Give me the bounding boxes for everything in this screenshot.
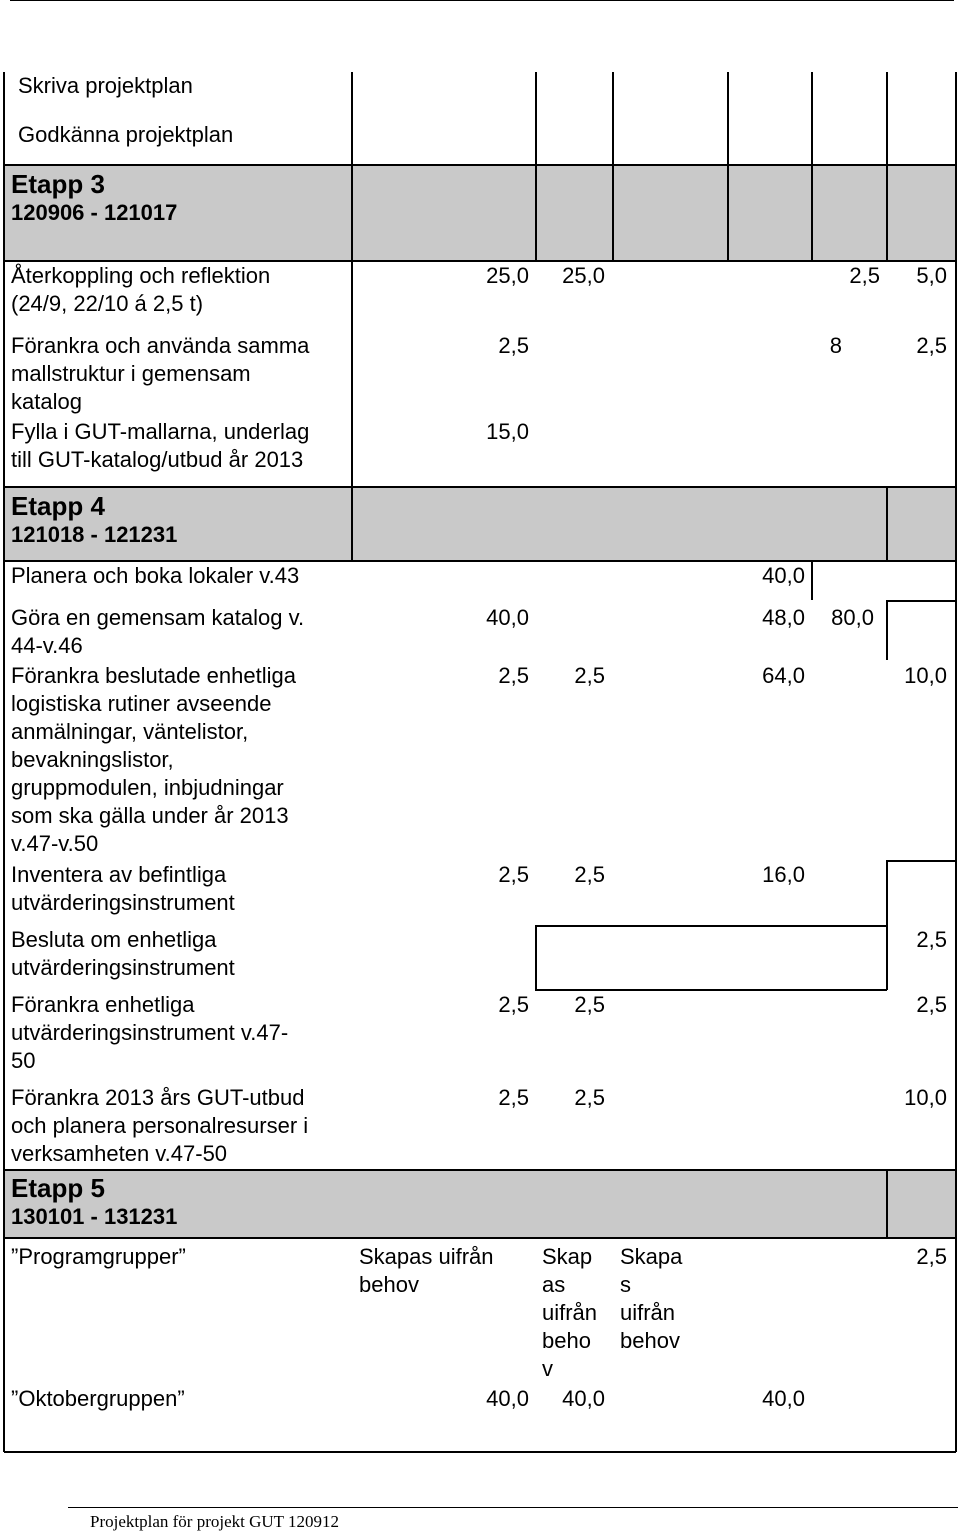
task-label: utvärderingsinstrument v.47-: [11, 1020, 289, 1045]
task-label: Återkoppling och reflektion: [11, 263, 271, 288]
grid-col-divider: [535, 925, 537, 990]
hours-value: 2,5: [498, 333, 529, 358]
grid-row-divider: [886, 600, 956, 602]
hours-value: 2,5: [498, 992, 529, 1017]
group-cell-text: behov: [620, 1328, 680, 1353]
stage-dates: 120906 - 121017: [11, 200, 178, 225]
hours-value: 2,5: [916, 927, 947, 952]
grid-col-divider: [886, 600, 888, 660]
task-label: 50: [11, 1048, 36, 1073]
group-cell-text: Skapas uifrån: [359, 1244, 494, 1269]
group-cell-text: behov: [359, 1272, 419, 1297]
task-label: Förankra 2013 års GUT-utbud: [11, 1085, 305, 1110]
grid-row-divider: [4, 164, 956, 166]
grid-left-border: [3, 72, 5, 1452]
hours-value: 40,0: [486, 605, 529, 630]
group-cell-text: Skapa: [620, 1244, 683, 1269]
group-cell-text: beho: [542, 1328, 591, 1353]
task-label: Förankra enhetliga: [11, 992, 195, 1017]
stage-dates: 121018 - 121231: [11, 522, 178, 547]
group-cell-text: v: [542, 1356, 553, 1381]
hours-value: 2,5: [574, 992, 605, 1017]
task-label: mallstruktur i gemensam: [11, 361, 251, 386]
hours-value: 40,0: [762, 563, 805, 588]
task-label: Förankra och använda samma: [11, 333, 310, 358]
hours-value: 16,0: [762, 862, 805, 887]
grid-right-border: [955, 72, 957, 1452]
task-label: Fylla i GUT-mallarna, underlag: [11, 419, 310, 444]
grid-col-divider: [886, 487, 888, 560]
hours-value: 2,5: [574, 1085, 605, 1110]
task-label: Skriva projektplan: [18, 73, 193, 98]
task-label: Besluta om enhetliga: [11, 927, 217, 952]
footer-rule: [68, 1507, 958, 1508]
stage-title: Etapp 4: [11, 491, 105, 521]
grid-row-divider: [4, 1169, 956, 1171]
task-label: Inventera av befintliga: [11, 862, 227, 887]
hours-value: 2,5: [498, 663, 529, 688]
group-cell-text: uifrån: [620, 1300, 676, 1325]
hours-value: 2,5: [574, 862, 605, 887]
grid-row-divider: [535, 925, 887, 927]
group-cell-text: s: [620, 1272, 631, 1297]
hours-value: 5,0: [916, 263, 947, 288]
group-label: ”Programgrupper”: [11, 1244, 186, 1269]
group-cell-text: uifrån: [542, 1300, 598, 1325]
grid-row-divider: [4, 486, 956, 488]
task-label: bevakningslistor,: [11, 747, 174, 772]
task-label: katalog: [11, 389, 82, 414]
task-label: logistiska rutiner avseende: [11, 691, 272, 716]
task-label: 44-v.46: [11, 633, 83, 658]
hours-value: 2,5: [916, 333, 947, 358]
grid-col-divider: [886, 72, 888, 262]
page-footer: Projektplan för projekt GUT 120912: [90, 1512, 339, 1531]
hours-value: 10,0: [904, 663, 947, 688]
hours-value: 2,5: [498, 1085, 529, 1110]
hours-value: 8: [829, 333, 842, 358]
task-label: v.47-v.50: [11, 831, 99, 856]
stage-title: Etapp 3: [11, 169, 105, 199]
grid-col-divider: [612, 72, 614, 262]
group-cell-text: as: [542, 1272, 566, 1297]
hours-value: 2,5: [916, 1244, 947, 1269]
hours-value: 15,0: [486, 419, 529, 444]
task-label: Planera och boka lokaler v.43: [11, 563, 300, 588]
task-label: Godkänna projektplan: [18, 122, 234, 147]
grid-bottom-border: [4, 1451, 956, 1453]
task-label: utvärderingsinstrument: [11, 955, 235, 980]
hours-value: 80,0: [831, 605, 874, 630]
task-label: som ska gälla under år 2013: [11, 803, 289, 828]
hours-value: 2,5: [574, 663, 605, 688]
task-label: verksamheten v.47-50: [11, 1141, 228, 1166]
hours-value: 40,0: [486, 1386, 529, 1411]
hours-value: 40,0: [562, 1386, 605, 1411]
hours-value: 64,0: [762, 663, 805, 688]
task-label: (24/9, 22/10 á 2,5 t): [11, 291, 204, 316]
group-cell-text: Skap: [542, 1244, 593, 1269]
grid-row-divider: [886, 860, 956, 862]
grid-row-divider: [4, 1237, 956, 1239]
task-label: Förankra beslutade enhetliga: [11, 663, 296, 688]
stage-title: Etapp 5: [11, 1173, 105, 1203]
grid-col-divider: [727, 72, 729, 262]
hours-value: 40,0: [762, 1386, 805, 1411]
hours-value: 48,0: [762, 605, 805, 630]
grid-col-divider: [811, 560, 813, 600]
task-label: och planera personalresurser i: [11, 1113, 309, 1138]
task-label: anmälningar, väntelistor,: [11, 719, 249, 744]
task-label: gruppmodulen, inbjudningar: [11, 775, 284, 800]
task-label: utvärderingsinstrument: [11, 890, 235, 915]
hours-value: 2,5: [498, 862, 529, 887]
hours-value: 25,0: [562, 263, 605, 288]
grid-col-divider: [535, 72, 537, 262]
task-label: till GUT-katalog/utbud år 2013: [11, 447, 304, 472]
hours-value: 25,0: [486, 263, 529, 288]
hours-value: 10,0: [904, 1085, 947, 1110]
stage-dates: 130101 - 131231: [11, 1204, 178, 1229]
grid-col-divider: [811, 72, 813, 262]
hours-value: 2,5: [849, 263, 880, 288]
grid-col-divider: [886, 1170, 888, 1238]
group-label: ”Oktobergruppen”: [11, 1386, 185, 1411]
task-label: Göra en gemensam katalog v.: [11, 605, 305, 630]
hours-value: 2,5: [916, 992, 947, 1017]
